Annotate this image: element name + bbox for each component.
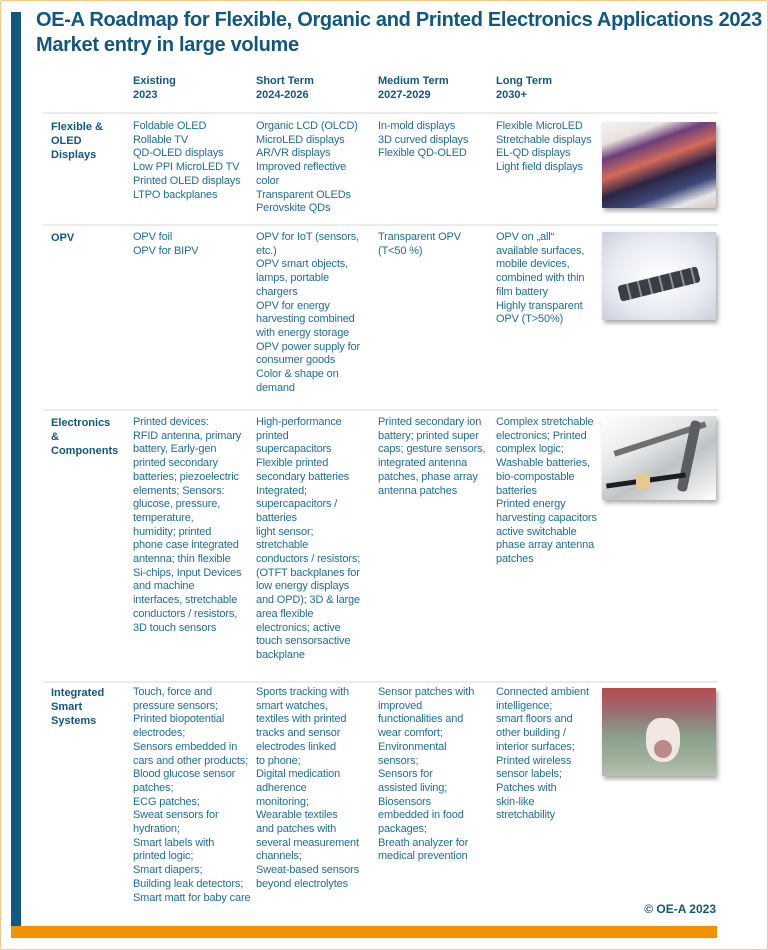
- cell-line: antenna; thin flexible: [133, 553, 231, 566]
- cell-line: Sensor patches with: [378, 686, 475, 698]
- cell-line: monitoring;: [256, 795, 309, 808]
- cell-line: conductors / resistors,: [133, 607, 238, 620]
- cell-line: patches: [496, 553, 534, 566]
- cell-line: interfaces, stretchable: [133, 594, 238, 607]
- cell-line: Sweat-based sensors: [256, 864, 359, 877]
- page-title: [36, 8, 762, 58]
- row-label-line: OLED: [51, 135, 82, 147]
- cell-line: antenna patches: [378, 484, 458, 497]
- cell-short-term: [256, 416, 360, 663]
- cell-line: skin-like: [496, 795, 535, 808]
- cell-line: mobile devices,: [496, 258, 570, 271]
- cell-line: Smart labels with: [133, 836, 215, 849]
- row-divider: [43, 224, 718, 226]
- cell-line: Flexible printed: [256, 457, 329, 470]
- cell-line: Flexible QD-OLED: [378, 147, 467, 160]
- cell-line: sensor labels;: [496, 768, 562, 781]
- cell-line: embedded in food: [378, 809, 464, 822]
- cell-line: RFID antenna, primary: [133, 429, 242, 442]
- cell-line: functionalities and: [378, 713, 464, 726]
- cell-line: Building leak detectors;: [133, 877, 244, 890]
- cell-line: pressure sensors;: [133, 699, 218, 712]
- cell-line: Stretchable displays: [496, 133, 592, 146]
- cell-line: Smart matt for baby care: [133, 891, 251, 904]
- cell-line: Printed devices:: [133, 416, 209, 428]
- cell-line: OPV (T>50%): [496, 313, 564, 326]
- cell-line: Flexible MicroLED: [496, 120, 583, 132]
- column-period: 2027-2029: [378, 89, 431, 101]
- row-label-line: Systems: [51, 715, 97, 727]
- cell-line: LTPO backplanes: [133, 188, 218, 201]
- cell-line: smart watches,: [256, 699, 328, 712]
- cell-line: Organic LCD (OLCD): [256, 120, 358, 132]
- cell-line: bio-compostable: [496, 470, 575, 483]
- cell-medium-term: [378, 416, 485, 498]
- cell-line: printed logic;: [133, 850, 194, 863]
- cell-line: hydration;: [133, 823, 180, 836]
- cell-existing: [133, 231, 198, 258]
- cell-line: OPV power supply for: [256, 340, 360, 353]
- cell-line: 3D touch sensors: [133, 621, 217, 634]
- cell-line: OPV foil: [133, 231, 173, 243]
- column-header-short-term: [256, 74, 314, 102]
- column-name: Long Term: [496, 75, 553, 87]
- cell-line: conductors / resistors;: [256, 553, 361, 566]
- cell-line: OPV for BIPV: [133, 244, 199, 257]
- cell-line: Blood glucose sensor: [133, 768, 236, 781]
- cell-line: lamps, portable: [256, 272, 329, 285]
- column-period: 2030+: [496, 89, 527, 101]
- cell-line: 3D curved displays: [378, 133, 469, 146]
- cell-line: and patches with: [256, 823, 337, 836]
- column-name: Short Term: [256, 75, 314, 87]
- flexible-opv-photo: [602, 232, 716, 320]
- cell-line: Sweat sensors for: [133, 809, 219, 822]
- cell-line: adherence: [256, 781, 307, 794]
- cell-line: electrodes linked: [256, 740, 336, 753]
- cell-line: stretchability: [496, 809, 556, 822]
- row-label: [51, 416, 121, 458]
- cell-line: integrated antenna: [378, 457, 468, 470]
- cell-line: several measurement: [256, 836, 359, 849]
- cell-existing: [133, 120, 241, 202]
- cell-line: Wearable textiles: [256, 809, 338, 822]
- column-period: 2024-2026: [256, 89, 309, 101]
- cell-line: QD-OLED displays: [133, 147, 224, 160]
- cell-line: combined with thin: [496, 272, 585, 285]
- cell-line: Digital medication: [256, 768, 341, 781]
- cell-line: Printed secondary ion: [378, 416, 482, 428]
- column-header-long-term: [496, 74, 552, 102]
- connector: [636, 474, 650, 490]
- row-label-line: OPV: [51, 232, 75, 244]
- cell-line: assisted living;: [378, 781, 448, 794]
- cell-line: MicroLED displays: [256, 133, 345, 146]
- cell-line: supercapacitors /: [256, 498, 338, 511]
- cell-line: Sensors embedded in: [133, 740, 238, 753]
- sensor-pad: [654, 740, 672, 758]
- cell-line: backplane: [256, 648, 305, 661]
- cell-line: harvesting capacitors: [496, 511, 597, 524]
- cell-line: harvesting combined: [256, 313, 355, 326]
- cell-line: active switchable: [496, 525, 577, 538]
- cell-long-term: [496, 686, 589, 823]
- cell-existing: [133, 686, 250, 905]
- cell-line: Biosensors: [378, 795, 431, 808]
- cell-line: Integrated;: [256, 484, 307, 497]
- cell-line: printed: [256, 429, 289, 442]
- cell-line: electrodes;: [133, 727, 186, 740]
- title-line-1: OE-A Roadmap for Flexible, Organic and Printed Electronics Applications 2023: [36, 9, 762, 31]
- cell-line: Transparent OLEDs: [256, 188, 351, 201]
- cell-line: stretchable: [256, 539, 309, 552]
- cell-line: tracks and sensor: [256, 727, 341, 740]
- cell-line: battery, Early-gen: [133, 443, 217, 456]
- cell-line: Color & shape on: [256, 368, 339, 381]
- cell-line: channels;: [256, 850, 302, 863]
- cell-line: Low PPI MicroLED TV: [133, 161, 240, 174]
- cell-line: OPV smart objects,: [256, 258, 349, 271]
- cell-line: secondary batteries: [256, 470, 350, 483]
- cell-line: color: [256, 174, 280, 187]
- cell-line: Connected ambient: [496, 686, 589, 698]
- cell-line: and machine: [133, 580, 195, 593]
- cell-line: patches;: [133, 781, 174, 794]
- opv-cell-strip: [617, 266, 700, 301]
- cell-line: other building /: [496, 727, 566, 740]
- cell-line: packages;: [378, 823, 427, 836]
- cell-line: Printed biopotential: [133, 713, 225, 726]
- cell-short-term: [256, 686, 359, 892]
- cell-line: low energy displays: [256, 580, 350, 593]
- cell-line: complex logic;: [496, 443, 564, 456]
- bottom-accent-bar: [11, 926, 717, 938]
- row-label-line: Electronics &: [51, 417, 111, 443]
- cell-line: elements; Sensors:: [133, 484, 225, 497]
- cell-line: cars and other products;: [133, 754, 249, 767]
- cell-line: Sports tracking with: [256, 686, 349, 698]
- cell-line: electronics; active: [256, 621, 341, 634]
- cell-line: battery; printed super: [378, 429, 479, 442]
- left-accent-bar: [11, 12, 21, 926]
- cell-line: to phone;: [256, 754, 301, 767]
- cell-short-term: [256, 231, 360, 395]
- cell-line: phone case integrated: [133, 539, 239, 552]
- cell-line: Perovskite QDs: [256, 202, 331, 215]
- smart-sensor-label-photo: [602, 688, 716, 776]
- column-period: 2023: [133, 89, 158, 101]
- cell-line: etc.): [256, 244, 277, 257]
- cell-line: electronics; Printed: [496, 429, 587, 442]
- cell-line: demand: [256, 381, 295, 394]
- cell-line: Printed OLED displays: [133, 174, 241, 187]
- cell-long-term: [496, 231, 584, 327]
- cell-line: OPV for IoT (sensors,: [256, 231, 360, 243]
- cell-line: Smart diapers;: [133, 864, 203, 877]
- cell-line: In-mold displays: [378, 120, 456, 132]
- cell-line: interior surfaces;: [496, 740, 575, 753]
- column-header-existing: [133, 74, 176, 102]
- cell-line: batteries; piezoelectric: [133, 470, 239, 483]
- column-name: Medium Term: [378, 75, 449, 87]
- cell-line: area flexible: [256, 607, 314, 620]
- column-name: Existing: [133, 75, 176, 87]
- cell-line: Light field displays: [496, 161, 583, 174]
- cell-line: Foldable OLED: [133, 120, 207, 132]
- cell-line: temperature,: [133, 511, 194, 524]
- row-divider: [43, 112, 718, 114]
- row-label-line: Integrated: [51, 687, 105, 699]
- cell-line: textiles with printed: [256, 713, 347, 726]
- cell-line: touch sensorsactive: [256, 635, 351, 648]
- cell-line: chargers: [256, 285, 298, 298]
- row-label: [51, 120, 121, 162]
- cell-line: supercapacitors: [256, 443, 332, 456]
- row-label: [51, 231, 121, 245]
- cell-line: Printed energy: [496, 498, 566, 511]
- foldable-display-photo: [602, 122, 716, 208]
- cell-line: Complex stretchable: [496, 416, 594, 428]
- cell-line: phase array antenna: [496, 539, 595, 552]
- row-divider: [43, 409, 718, 411]
- cell-line: medical prevention: [378, 850, 468, 863]
- cell-line: improved: [378, 699, 423, 712]
- row-label-line: Components: [51, 445, 119, 457]
- cell-line: EL-QD displays: [496, 147, 571, 160]
- cell-line: with energy storage: [256, 326, 350, 339]
- cell-line: Highly transparent: [496, 299, 583, 312]
- cell-line: caps; gesture sensors,: [378, 443, 486, 456]
- cell-short-term: [256, 120, 358, 216]
- row-label-line: Flexible &: [51, 121, 103, 133]
- row-divider: [43, 681, 718, 683]
- cell-medium-term: [378, 120, 468, 161]
- cell-medium-term: [378, 686, 474, 864]
- cell-line: Breath analyzer for: [378, 836, 469, 849]
- cell-line: AR/VR displays: [256, 147, 331, 160]
- printed-electronics-photo: [602, 416, 716, 500]
- cell-line: Rollable TV: [133, 133, 189, 146]
- cell-line: intelligence;: [496, 699, 553, 712]
- cell-line: batteries: [256, 511, 297, 524]
- cell-line: High-performance: [256, 416, 342, 428]
- cell-line: Washable batteries,: [496, 457, 590, 470]
- cell-line: printed secondary: [133, 457, 218, 470]
- cell-line: wear comfort;: [378, 727, 443, 740]
- copyright-text: © OE-A 2023: [644, 902, 716, 916]
- cell-line: Patches with: [496, 781, 557, 794]
- row-label: [51, 686, 121, 728]
- cell-line: Transparent OPV: [378, 231, 461, 243]
- cell-line: available surfaces,: [496, 244, 585, 257]
- cell-long-term: [496, 120, 591, 175]
- cell-medium-term: [378, 231, 461, 258]
- cell-line: film battery: [496, 285, 548, 298]
- cell-line: Touch, force and: [133, 686, 212, 698]
- cell-line: (T<50 %): [378, 244, 423, 257]
- row-label-line: Smart: [51, 701, 83, 713]
- cell-line: patches, phase array: [378, 470, 478, 483]
- cell-line: Sensors for: [378, 768, 433, 781]
- cell-line: Improved reflective: [256, 161, 347, 174]
- cell-long-term: [496, 416, 597, 567]
- cell-line: Printed wireless: [496, 754, 572, 767]
- cell-line: (OTFT backplanes for: [256, 566, 360, 579]
- cell-line: Environmental: [378, 740, 447, 753]
- cell-line: humidity; printed: [133, 525, 212, 538]
- cell-line: ECG patches;: [133, 795, 200, 808]
- row-label-line: Displays: [51, 149, 97, 161]
- cell-existing: [133, 416, 241, 635]
- cell-line: sensors;: [378, 754, 419, 767]
- cell-line: OPV for energy: [256, 299, 330, 312]
- column-header-medium-term: [378, 74, 449, 102]
- title-line-2: Market entry in large volume: [36, 34, 299, 56]
- cell-line: consumer goods: [256, 354, 336, 367]
- cell-line: beyond electrolytes: [256, 877, 348, 890]
- cell-line: and OPD); 3D & large: [256, 594, 360, 607]
- cell-line: OPV on „all“: [496, 231, 555, 243]
- cell-line: batteries: [496, 484, 537, 497]
- cell-line: light sensor;: [256, 525, 314, 538]
- cell-line: Si-chips, Input Devices: [133, 566, 242, 579]
- cell-line: smart floors and: [496, 713, 573, 726]
- cell-line: glucose, pressure,: [133, 498, 221, 511]
